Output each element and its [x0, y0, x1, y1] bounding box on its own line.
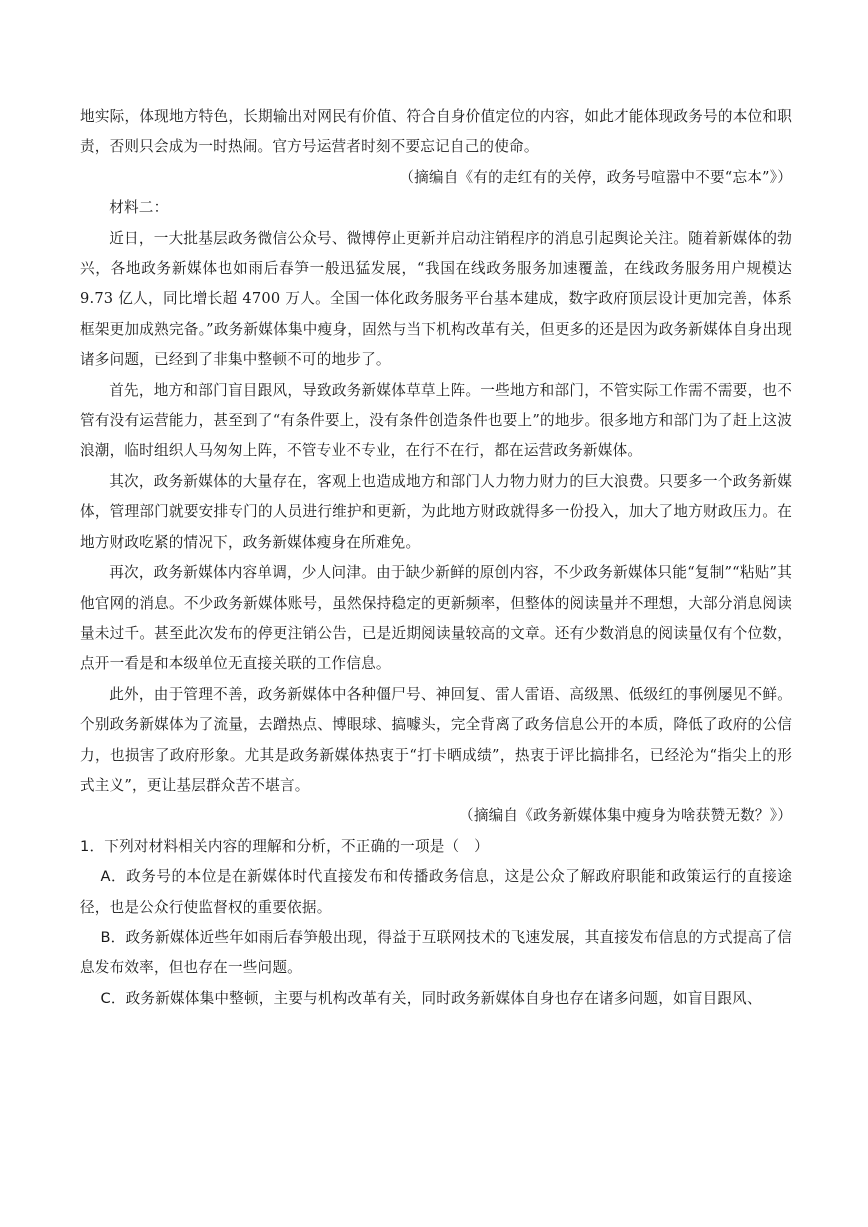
option-c: C．政务新媒体集中整顿，主要与机构改革有关，同时政务新媒体自身也存在诸多问题，如盲目跟风、 [100, 989, 762, 1007]
option-a: A．政务号的本位是在新媒体时代直接发布和传播政务信息，这是公众了解政府职能和政策运行的直接途径，也是公众行使监督权的重要依据。 [80, 868, 792, 916]
question-stem: 1．下列对材料相关内容的理解和分析，不正确的一项是（ ） [80, 837, 489, 855]
paragraph-third-point: 再次，政务新媒体内容单调，少人问津。由于缺少新鲜的原创内容，不少政务新媒体只能“复制”“粘贴”其他官网的消息。不少政务新媒体账号，虽然保持稳定的更新频率，但整体的阅读量并不理想，大部分消息阅读量未过千。甚至此次发布的停更注销公告，已是近期阅读量较高的文章。还有少数消息的阅读量仅有个位数，点开一看是和本级单位无直接关联的工作信息。 [80, 564, 792, 673]
paragraph-first-point: 首先，地方和部门盲目跟风，导致政务新媒体草草上阵。一些地方和部门，不管实际工作需不需要，也不管有没有运营能力，甚至到了“有条件要上，没有条件创造条件也要上”的地步。很多地方和部门为了赶上这波浪潮，临时组织人马匆匆上阵，不管专业不专业，在行不在行，都在运营政务新媒体。 [80, 381, 792, 460]
paragraph-second-point: 其次，政务新媒体的大量存在，客观上也造成地方和部门人力物力财力的巨大浪费。只要多一个政务新媒体，管理部门就要安排专门的人员进行维护和更新，为此地方财政就得多一份投入，加大了地方财政压力。在地方财政吃紧的情况下，政务新媒体瘦身在所难免。 [80, 472, 792, 551]
paragraph-continuation: 地实际，体现地方特色，长期输出对网民有价值、符合自身价值定位的内容，如此才能体现政务号的本位和职责，否则只会成为一时热闹。官方号运营者时刻不要忘记自己的使命。 [80, 108, 792, 156]
material-two-heading: 材料二： [109, 199, 169, 217]
paragraph-fourth-point: 此外，由于管理不善，政务新媒体中各种僵尸号、神回复、雷人雷语、高级黑、低级红的事例屡见不鲜。个别政务新媒体为了流量，去蹭热点、博眼球、搞噱头，完全背离了政务信息公开的本质，降低了政府的公信力，也损害了政府形象。尤其是政务新媒体热衷于“打卡晒成绩”，热衷于评比搞排名，已经沦为“指尖上的形式主义”，更让基层群众苦不堪言。 [80, 685, 792, 794]
source-citation-1: （摘编自《有的走红有的关停，政务号喧嚣中不要“忘本”》） [399, 168, 792, 186]
source-citation-2: （摘编自《政务新媒体集中瘦身为啥获赞无数？》） [459, 807, 792, 825]
document-page [80, 102, 792, 1014]
option-b: B．政务新媒体近些年如雨后春笋般出现，得益于互联网技术的飞速发展，其直接发布信息的方式提高了信息发布效率，但也存在一些问题。 [80, 928, 792, 977]
paragraph-intro: 近日，一大批基层政务微信公众号、微博停止更新并启动注销程序的消息引起舆论关注。随着新媒体的勃兴，各地政务新媒体也如雨后春笋一般迅猛发展，“我国在线政务服务加速覆盖，在线政务服务用户规模达 9.73 亿人，同比增长超 4700 万人。全国一体化政务服务平台基本建成，数字政府顶层设计更加完善，体系框架更加成熟完备。”政务新媒体集中瘦身，固然与当下机构改革有关，但更多的还是因为政务新媒体自身出现诸多问题，已经到了非集中整顿不可的地步了。 [80, 229, 792, 369]
